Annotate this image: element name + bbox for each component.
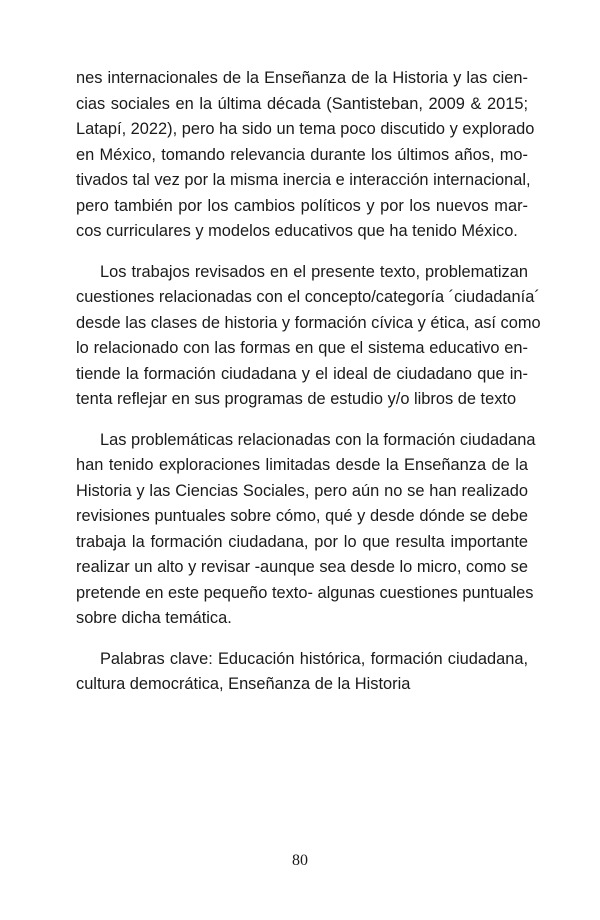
text-line: cultura democrática, Enseñanza de la Historia bbox=[76, 675, 411, 693]
text-line: lo relacionado con las formas en que el sistema educativo en- bbox=[76, 339, 528, 357]
text-line: cuestiones relacionadas con el concepto/categoría ´ciudadanía´ bbox=[76, 288, 540, 306]
page-number: 80 bbox=[292, 852, 308, 869]
keywords-line bbox=[76, 647, 528, 673]
text-line: pero también por los cambios políticos y por los nuevos mar- bbox=[76, 196, 528, 215]
text-line: tivados tal vez por la misma inercia e interacción internacional, bbox=[76, 171, 531, 189]
text-line: tiende la formación ciudadana y el ideal de ciudadano que in- bbox=[76, 364, 528, 383]
text-line: Los trabajos revisados en el presente texto, problematizan bbox=[100, 262, 528, 281]
text-line: en México, tomando relevancia durante los últimos años, mo- bbox=[76, 145, 528, 164]
text-line: revisiones puntuales sobre cómo, qué y desde dónde se debe bbox=[76, 507, 528, 525]
text-line: desde las clases de historia y formación cívica y ética, así como bbox=[76, 313, 541, 332]
keywords-label: Palabras clave: bbox=[100, 649, 213, 668]
text-line: Latapí, 2022), pero ha sido un tema poco discutido y explorado bbox=[76, 120, 535, 138]
text-line: trabaja la formación ciudadana, por lo que resulta importante bbox=[76, 532, 528, 551]
text-line: nes internacionales de la Enseñanza de la Historia y las cien- bbox=[76, 69, 528, 87]
text-line: han tenido exploraciones limitadas desde la Enseñanza de la bbox=[76, 456, 528, 474]
paragraph-continuation bbox=[76, 66, 535, 245]
page-body-text bbox=[76, 66, 541, 713]
text-line: Las problemáticas relacionadas con la formación ciudadana bbox=[100, 430, 536, 449]
text-line: cias sociales en la última década (Santisteban, 2009 & 2015; bbox=[76, 94, 528, 113]
text-line: cos curriculares y modelos educativos que ha tenido México. bbox=[76, 222, 518, 240]
text-line: tenta reflejar en sus programas de estudio y/o libros de texto bbox=[76, 390, 517, 408]
paragraph-problematicas bbox=[76, 428, 536, 632]
paragraph-trabajos-revisados bbox=[76, 260, 541, 413]
text-line: pretende en este pequeño texto- algunas cuestiones puntuales bbox=[76, 583, 534, 602]
paragraph-keywords bbox=[76, 647, 528, 698]
keywords-text: Educación histórica, formación ciudadana, bbox=[212, 649, 528, 668]
text-line: realizar un alto y revisar -aunque sea desde lo micro, como se bbox=[76, 558, 528, 576]
text-line: Historia y las Ciencias Sociales, pero aún no se han realizado bbox=[76, 481, 528, 500]
text-line: sobre dicha temática. bbox=[76, 609, 232, 627]
